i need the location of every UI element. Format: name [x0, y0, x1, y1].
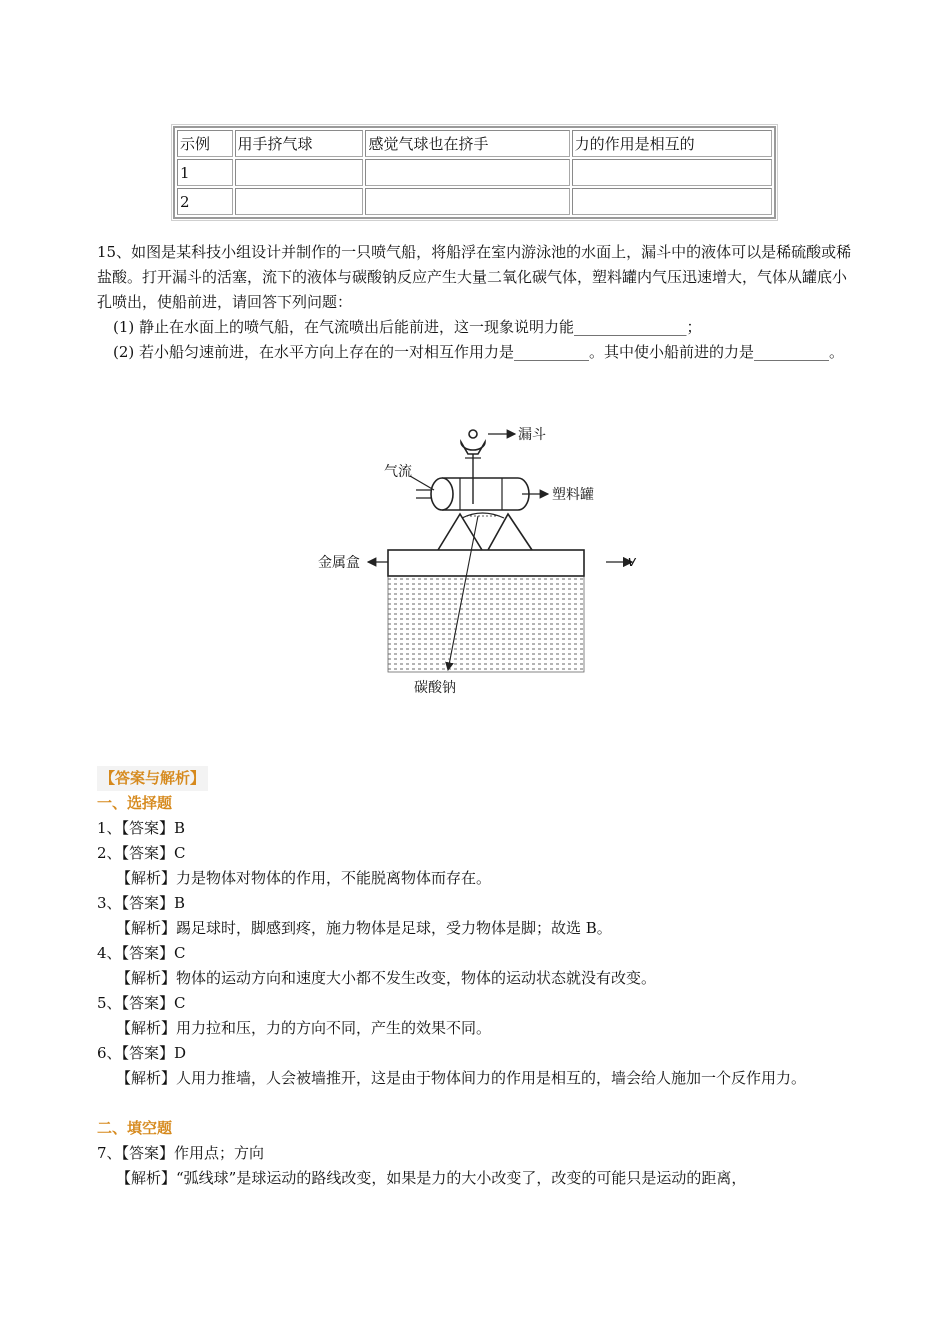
- analysis-text: 【解析】“弧线球”是球运动的路线改变，如果是力的大小改变了，改变的可能只是运动的距离，: [116, 1169, 747, 1187]
- analysis-text: 【解析】物体的运动方向和速度大小都不发生改变，物体的运动状态就没有改变。: [116, 969, 657, 987]
- support-right: [488, 514, 532, 550]
- question-part-2: (2) 若小船匀速前进，在水平方向上存在的一对相互作用力是__________。其中使小船前进的力是__________。: [113, 343, 845, 361]
- water-region: [388, 576, 584, 672]
- table-row: [177, 188, 772, 215]
- table-row: [177, 159, 772, 186]
- analysis-text: 【解析】踢足球时，脚感到疼，施力物体是足球，受力物体是脚；故选 B。: [116, 919, 612, 937]
- section-heading: 一、选择题: [97, 794, 173, 812]
- question-15: [97, 240, 853, 365]
- analysis-text: 【解析】人用力推墙，人会被墙推开，这是由于物体间力的作用是相互的，墙会给人施加一个反作用力。: [116, 1069, 807, 1087]
- answer-item: 1、【答案】B: [97, 819, 186, 837]
- table-cell: 用手挤气球: [235, 130, 364, 157]
- plastic-can-shape: [442, 478, 529, 510]
- velocity-label: v: [627, 554, 636, 570]
- plastic-can-label: 塑料罐: [552, 487, 594, 503]
- table-cell: [572, 188, 772, 215]
- table-cell: 力的作用是相互的: [572, 130, 772, 157]
- answer-item: 2、【答案】C: [97, 844, 186, 862]
- table-cell: [365, 159, 569, 186]
- metal-box-shape: [388, 550, 584, 576]
- answer-item: 3、【答案】B: [97, 894, 186, 912]
- answer-item: 7、【答案】作用点；方向: [97, 1144, 265, 1162]
- table-cell: [365, 188, 569, 215]
- airflow-label: 气流: [384, 464, 412, 480]
- funnel-label: 漏斗: [518, 427, 546, 443]
- answer-item: 4、【答案】C: [97, 944, 186, 962]
- metal-box-label: 金属盒: [318, 555, 360, 571]
- table-cell: [235, 159, 364, 186]
- funnel-stopper: [469, 430, 477, 438]
- plastic-can-end: [431, 478, 453, 510]
- sodium-carbonate-label: 碳酸钠: [414, 680, 456, 696]
- answers-section: [97, 766, 853, 1191]
- table-cell: [235, 188, 364, 215]
- table-cell: 1: [177, 159, 233, 186]
- funnel-shape: [461, 442, 485, 454]
- table-cell: [572, 159, 772, 186]
- section-heading: 二、填空题: [97, 1119, 173, 1137]
- answer-item: 6、【答案】D: [97, 1044, 187, 1062]
- table-cell: 示例: [177, 130, 233, 157]
- answer-item: 5、【答案】C: [97, 994, 186, 1012]
- table-row: [177, 130, 772, 157]
- example-table: [173, 126, 776, 219]
- table-cell: 2: [177, 188, 233, 215]
- answers-title: 【答案与解析】: [97, 766, 208, 791]
- jet-boat-diagram: [310, 412, 640, 698]
- analysis-text: 【解析】用力拉和压，力的方向不同，产生的效果不同。: [116, 1019, 492, 1037]
- question-stem: 15、如图是某科技小组设计并制作的一只喷气船，将船浮在室内游泳池的水面上，漏斗中的液体可以是稀硫酸或稀盐酸。打开漏斗的活塞，流下的液体与碳酸钠反应产生大量二氧化碳气体，塑料罐内气压迅速增大，气体从罐底小孔喷出，使船前进，请回答下列问题：: [97, 243, 852, 311]
- question-part-1: (1) 静止在水面上的喷气船，在气流喷出后能前进，这一现象说明力能_______________；: [113, 318, 702, 336]
- analysis-text: 【解析】力是物体对物体的作用，不能脱离物体而存在。: [116, 869, 492, 887]
- table-cell: 感觉气球也在挤手: [365, 130, 569, 157]
